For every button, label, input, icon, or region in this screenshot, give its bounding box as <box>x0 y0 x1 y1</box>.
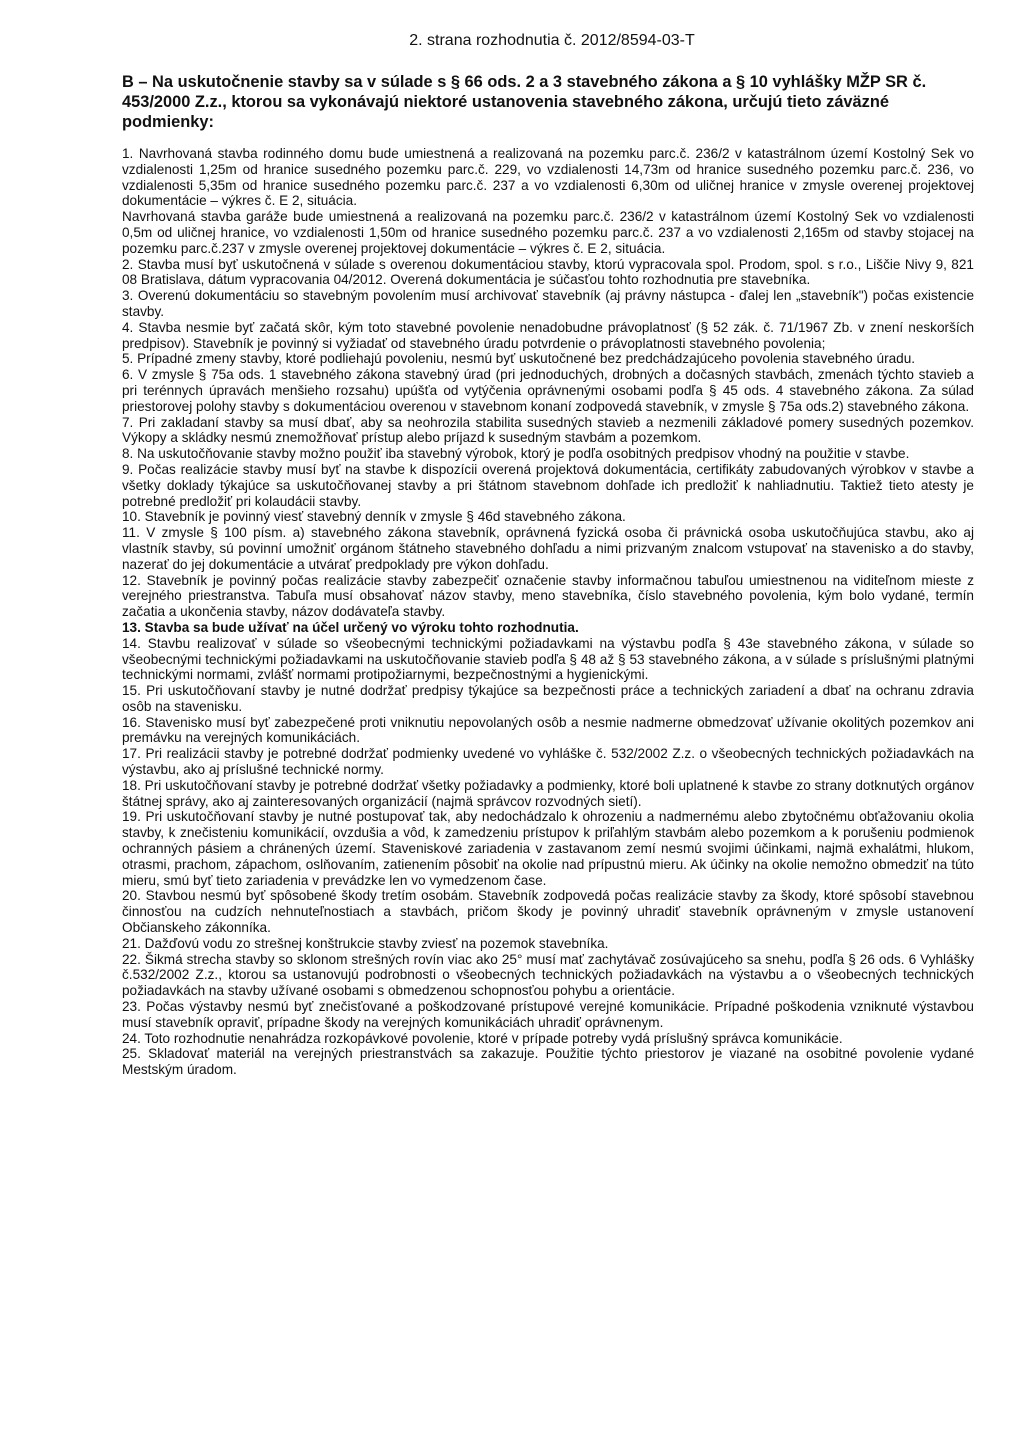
condition-16: 16. Stavenisko musí byť zabezpečené proti vniknutiu nepovolaných osôb a nesmie nadmerne obmedzovať užívanie okolitých pozemkov ani premávku na verejných komunikáciách. <box>122 714 974 746</box>
condition-20: 20. Stavbou nesmú byť spôsobené škody tretím osobám. Stavebník zodpovedá počas realizácie stavby za škody, ktoré spôsobí stavebnou činnosťou na cudzích nehnuteľnostiach a stavbách, pričom škody je povinný uhradiť stavebník oprávneným v zmysle ustanovení Občianskeho zákonníka. <box>122 888 974 936</box>
condition-5: 5. Prípadné zmeny stavby, ktoré podliehajú povoleniu, nesmú byť uskutočnené bez predchádzajúceho povolenia stavebného úradu. <box>122 351 916 367</box>
condition-8: 8. Na uskutočňovanie stavby možno použiť iba stavebný výrobok, ktorý je podľa osobitných predpisov vhodný na použitie v stavbe. <box>122 446 910 462</box>
condition-14: 14. Stavbu realizovať v súlade so všeobecnými technickými požiadavkami na výstavbu podľa § 43e stavebného zákona, v súlade so všeobecnými technickými požiadavkami na uskutočňovanie stavieb podľa § 48 až § 53 stavebného zákona, a v súlade s príslušnými platnými technickými normami, zvlášť normami protipožiarnymi, bezpečnostnými a hygienickými. <box>122 635 974 683</box>
condition-18: 18. Pri uskutočňovaní stavby je potrebné dodržať všetky požiadavky a podmienky, ktoré boli uplatnené k stavbe zo strany dotknutých orgánov štátnej správy, ako aj zainteresovaných organizácií (najmä správcov rozvodných sietí). <box>122 777 974 809</box>
condition-2: 2. Stavba musí byť uskutočnená v súlade s overenou dokumentáciou stavby, ktorú vypracovala spol. Prodom, spol. s r.o., Liščie Nivy 9, 821 08 Bratislava, dátum vypracovania 04/2012. Overená dokumentácia je súčasťou tohto rozhodnutia pre stavebníka. <box>122 256 974 288</box>
condition-13: 13. Stavba sa bude užívať na účel určený vo výroku tohto rozhodnutia. <box>122 619 579 635</box>
condition-11: 11. V zmysle § 100 písm. a) stavebného zákona stavebník, oprávnená fyzická osoba či právnická osoba uskutočňujúca stavbu, ako aj vlastník stavby, sú povinní umožniť orgánom štátneho stavebného dohľadu a nimi prizvaným znalcom vstupovať na stavenisko a do stavby, nazerať do jej dokumentácie a utvárať predpoklady pre výkon dohľadu. <box>122 525 974 572</box>
condition-23: 23. Počas výstavby nesmú byť znečisťované a poškodzované prístupové verejné komunikácie. Prípadné poškodenia vzniknuté výstavbou musí stavebník opraviť, prípadne škody na verejných komunikáciách uhradiť oprávnenym. <box>122 999 974 1030</box>
condition-1-garage: Navrhovaná stavba garáže bude umiestnená a realizovaná na pozemku parc.č. 236/2 v katastrálnom území Kostolný Sek vo vzdialenosti 0,5m od uličnej hranice, vo vzdialenosti 1,50m od hranice susedného pozemku parc.č. 237 a vo vzdialenosti 2,165m od stavby stojacej na pozemku parc.č.237 v zmysle overenej projektovej dokumentácie – výkres č. E 2, situácia. <box>122 209 974 256</box>
condition-17: 17. Pri realizácii stavby je potrebné dodržať podmienky uvedené vo vyhláške č. 532/2002 Z.z. o všeobecných technických požiadavkách na výstavbu, ako aj príslušné technické normy. <box>122 746 974 778</box>
condition-1: 1. Navrhovaná stavba rodinného domu bude umiestnená a realizovaná na pozemku parc.č. 236/2 v katastrálnom území Kostolný Sek vo vzdialenosti 1,25m od hranice susedného pozemku parc.č. 229, vo vzdialenosti 14,73m od hranice susedného pozemku parc.č. 236, vo vzdialenosti 5,35m od hranice susedného pozemku parc.č. 237 a vo vzdialenosti 6,30m od uličnej hranice v zmysle overenej projektovej dokumentácie – výkres č. E 2, situácia. <box>122 146 974 209</box>
condition-15: 15. Pri uskutočňovaní stavby je nutné dodržať predpisy týkajúce sa bezpečnosti práce a technických zariadení a dbať na ochranu zdravia osôb na stavenisku. <box>122 683 974 714</box>
condition-6: 6. V zmysle § 75a ods. 1 stavebného zákona stavebný úrad (pri jednoduchých, drobných a dočasných stavbách, zmenách týchto stavieb a pri terénnych úpravách menšieho rozsahu) upúšťa od vytýčenia oprávnenými osobami podľa § 45 ods. 4 stavebného zákona. Za súlad priestorovej polohy stavby s dokumentáciou overenou v stavebnom konaní zodpovedá stavebník, v zmysle § 75a ods.2) stavebného zákona. <box>122 367 974 414</box>
condition-21: 21. Dažďovú vodu zo strešnej konštrukcie stavby zviesť na pozemok stavebníka. <box>122 935 609 951</box>
page-header: 2. strana rozhodnutia č. 2012/8594-03-T <box>409 32 695 49</box>
condition-9: 9. Počas realizácie stavby musí byť na stavbe k dispozícii overená projektová dokumentácia, certifikáty zabudovaných výrobkov v stavbe a všetky doklady týkajúce sa uskutočňovanej stavby a pri štátnom stavebnom dohľade ich predložiť k nahliadnutiu. Taktiež tieto atesty je potrebné predložiť pri kolaudácii stavby. <box>122 461 974 509</box>
section-title: B – Na uskutočnenie stavby sa v súlade s § 66 ods. 2 a 3 stavebného zákona a § 10 vyhlášky MŽP SR č. 453/2000 Z.z., ktorou sa vykonávajú niektoré ustanovenia stavebného zákona, určujú tieto záväzné podmienky: <box>122 73 927 131</box>
condition-12: 12. Stavebník je povinný počas realizácie stavby zabezpečiť označenie stavby informačnou tabuľou umiestnenou na viditeľnom mieste z verejného priestranstva. Tabuľa musí obsahovať názov stavby, meno stavebníka, číslo stavebného povolenia, kým bolo vydané, termín začatia a ukončenia stavby, názov dodávateľa stavby. <box>122 572 974 620</box>
conditions-list <box>122 146 974 1078</box>
condition-25: 25. Skladovať materiál na verejných priestranstvách sa zakazuje. Použitie týchto priestorov je viazané na osobitné povolenie vydané Mestským úradom. <box>122 1046 974 1078</box>
condition-10: 10. Stavebník je povinný viesť stavebný denník v zmysle § 46d stavebného zákona. <box>122 509 626 525</box>
condition-24: 24. Toto rozhodnutie nenahrádza rozkopávkové povolenie, ktoré v prípade potreby vydá príslušný správca komunikácie. <box>122 1030 843 1046</box>
condition-4: 4. Stavba nesmie byť začatá skôr, kým toto stavebné povolenie nenadobudne právoplatnosť (§ 52 zák. č. 71/1967 Zb. v znení neskorších predpisov). Stavebník je povinný si vyžiadať od stavebného úradu potvrdenie o právoplatnosti stavebného povolenia; <box>122 319 974 351</box>
condition-7: 7. Pri zakladaní stavby sa musí dbať, aby sa neohrozila stabilita susedných stavieb a nezmenili základové pomery susedných pozemkov. Výkopy a skládky nesmú znemožňovať prístup alebo príjazd k susedným stavbám a pozemkom. <box>122 414 974 446</box>
condition-3: 3. Overenú dokumentáciu so stavebným povolením musí archivovať stavebník (aj právny nástupca - ďalej len „stavebník") počas existencie stavby. <box>122 288 974 319</box>
condition-19: 19. Pri uskutočňovaní stavby je nutné postupovať tak, aby nedochádzalo k ohrozeniu a nadmernému alebo zbytočnému obťažovaniu okolia stavby, k znečisteniu komunikácií, ovzdušia a vôd, k zamedzeniu prístupov k priľahlým stavbám alebo pozemkom a k porušeniu podmienok ochranných pásiem a chránených území. Staveniskové zariadenia v zastavanom zemí nesmú svojimi účinkami, najmä exhalátmi, hlukom, otrasmi, prachom, zápachom, oslňovaním, zatienením pôsobiť na okolie nad prípustnú mieru. Ak účinky na okolie nemožno obmedziť na túto mieru, smú byť tieto zariadenia v prevádzke len vo vymedzenom čase. <box>122 809 974 888</box>
condition-22: 22. Šikmá strecha stavby so sklonom strešných rovín viac ako 25° musí mať zachytávač zosúvajúceho sa snehu, podľa § 26 ods. 6 Vyhlášky č.532/2002 Z.z., ktorou sa ustanovujú podrobnosti o všeobecných technických požiadavkách na výstavbu a o všeobecných technických požiadavkách na stavby užívané osobami s obmedzenou schopnosťou pohybu a orientácie. <box>122 951 974 999</box>
